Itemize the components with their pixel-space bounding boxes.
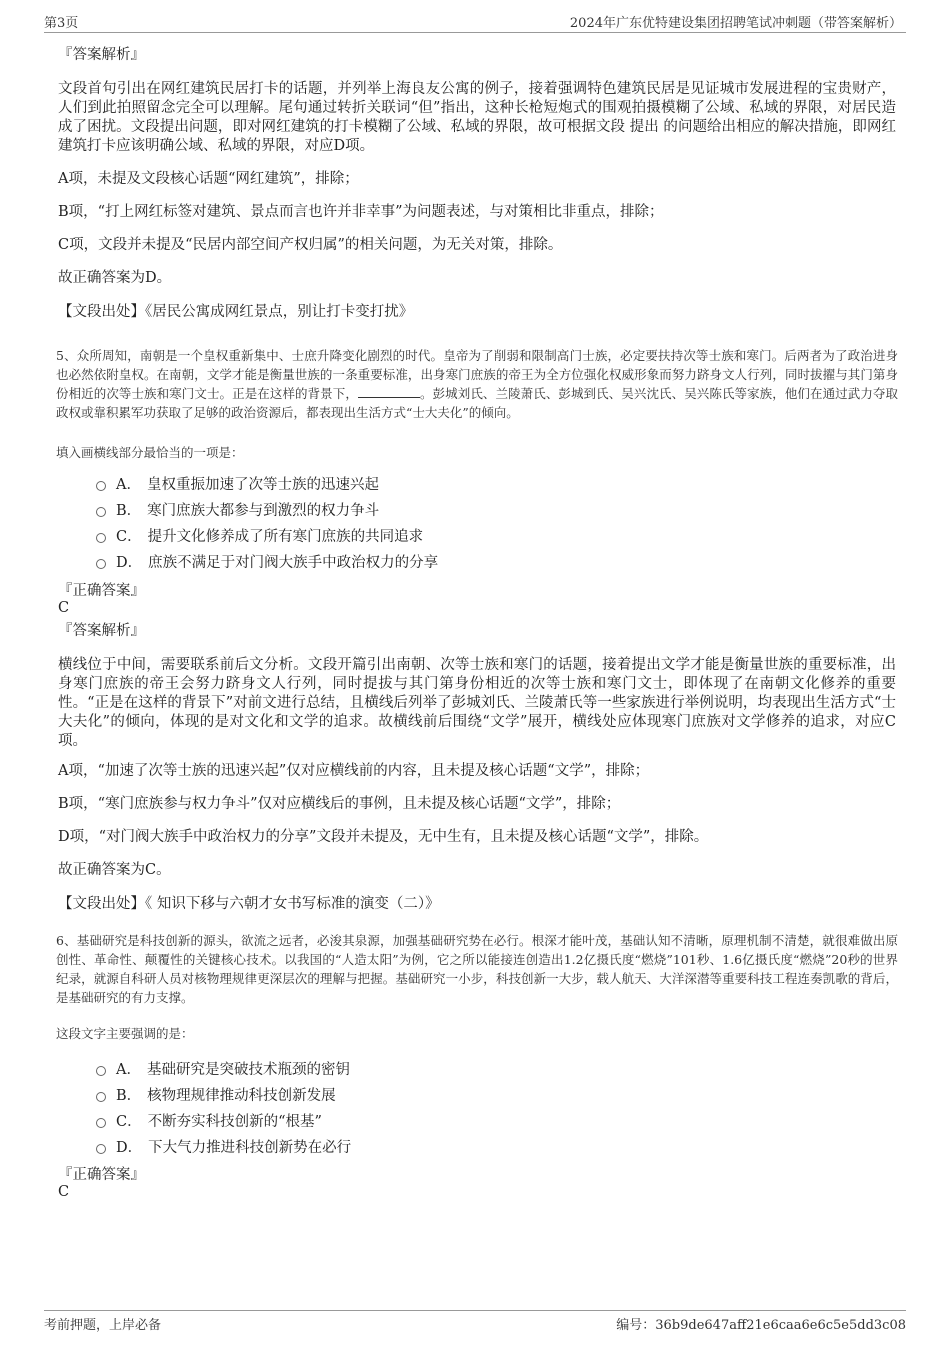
q5-point-a: A项，“加速了次等士族的迅速兴起”仅对应横线前的内容，且未提及核心话题“文学”，排除； — [58, 763, 650, 779]
question-6-text: 6、基础研究是科技创新的源头，欲流之远者，必浚其泉源，加强基础研究势在必行。根深才能叶茂，基础认知不清晰，原理机制不清楚，就很难做出原创性、革命性、颠覆性的关键核心技术。以我国的“人造太阳”为例，它之所以能接连创造出1.2亿摄氏度“燃烧”101秒、1.6亿摄氏度“燃烧”20秒的世界纪录，就源自科研人员对核物理规律更深层次的理解与把握。基础研究一小步，科技创新一大步，载人航天、大洋深潜等重要科技工程连奏凯歌的背后，是基础研究的有力支撑。 — [56, 933, 898, 1005]
question-5-text-part2: 。彭城刘氏、兰陵萧氏、彭城到氏、吴兴沈氏、吴兴陈氏等家族，他们在通过武力夺取政权或靠积累军功获取了足够的政治资源后，都表现出生活方式“士大夫化”的倾向。 — [56, 386, 898, 420]
header-divider — [44, 32, 906, 33]
footer-code: 编号：36b9de647aff21e6caa6e6c5e5dd3c08 — [616, 1318, 906, 1333]
q5-analysis-heading: 『答案解析』 — [58, 623, 145, 639]
q5-answer-heading: 『正确答案』 — [58, 583, 145, 599]
radio-icon[interactable] — [96, 533, 106, 543]
option-6b[interactable] — [96, 1087, 336, 1106]
prev-conclusion: 故正确答案为D。 — [58, 270, 172, 286]
q5-point-d: D项，“对门阀大族手中政治权力的分享”文段并未提及，无中生有，且未提及核心话题“文学”，排除。 — [58, 829, 709, 845]
radio-icon[interactable] — [96, 1144, 106, 1154]
radio-icon[interactable] — [96, 1118, 106, 1128]
radio-icon[interactable] — [96, 559, 106, 569]
radio-icon[interactable] — [96, 481, 106, 491]
option-letter: C． — [116, 529, 142, 545]
radio-icon[interactable] — [96, 1066, 106, 1076]
question-5-prompt: 填入画横线部分最恰当的一项是： — [56, 445, 244, 460]
option-letter: D． — [116, 555, 143, 571]
prev-source: 【文段出处】《居民公寓成网红景点，别让打卡变打扰》 — [58, 304, 414, 320]
page-number: 第3页 — [44, 16, 79, 31]
q5-source: 【文段出处】《 知识下移与六朝才女书写标准的演变（二）》 — [58, 896, 440, 912]
option-letter: B． — [116, 1088, 142, 1104]
prev-point-a: A项，未提及文段核心话题“网红建筑”，排除； — [58, 171, 359, 187]
option-letter: A． — [116, 477, 141, 493]
option-text: 提升文化修养成了所有寒门庶族的共同追求 — [147, 529, 424, 545]
q5-analysis-text: 横线位于中间，需要联系前后文分析。文段开篇引出南朝、次等士族和寒门的话题，接着提出文学才能是衡量世族的重要标准，出身寒门庶族的帝王会努力跻身文人行列，同时提拔与其门第身份相近的次等士族和寒门文士，即体现了在南朝文化修养的重要性。“正是在这样的背景下”对前文进行总结，且横线后列举了彭城刘氏、兰陵萧氏等一些家族进行举例说明，均表现出生活方式“士大夫化”的倾向，体现的是对文化和文学的追求。故横线前后围绕“文学”展开，横线处应体现寒门庶族对文学修养的追求，对应C项。 — [58, 657, 896, 749]
option-5d[interactable] — [96, 554, 438, 573]
option-letter: B． — [116, 503, 142, 519]
prev-point-b: B项，“打上网红标签对建筑、景点而言也许并非幸事”为问题表述，与对策相比非重点，排除； — [58, 204, 664, 220]
prev-point-c: C项，文段并未提及“民居内部空间产权归属”的相关问题，为无关对策，排除。 — [58, 237, 563, 253]
option-text: 下大气力推进科技创新势在必行 — [148, 1140, 352, 1156]
option-5a[interactable] — [96, 476, 379, 495]
option-text: 核物理规律推动科技创新发展 — [147, 1088, 336, 1104]
option-6c[interactable] — [96, 1113, 322, 1132]
q6-answer-heading: 『正确答案』 — [58, 1167, 145, 1183]
prev-analysis-text: 文段首句引出在网红建筑民居打卡的话题，并列举上海良友公寓的例子，接着强调特色建筑民居是见证城市发展进程的宝贵财产，人们到此拍照留念完全可以理解。尾句通过转折关联词“但”指出，这种长枪短炮式的围观拍摄模糊了公域、私域的界限，对居民造成了困扰。文段提出问题，即对网红建筑的打卡模糊了公域、私域的界限，故可根据文段 提出 的问题给出相应的解决措施，即网红建筑打卡应该明确公域、私域的界限，对应D项。 — [58, 81, 896, 154]
option-5c[interactable] — [96, 528, 423, 547]
option-letter: A． — [116, 1062, 141, 1078]
question-5-text-part1: 5、众所周知，南朝是一个皇权重新集中、士庶升降变化剧烈的时代。皇帝为了削弱和限制高门士族，必定要扶持次等士族和寒门。后两者为了政治进身也必然依附皇权。在南朝，文学才能是衡量世族的一条重要标准，出身寒门庶族的帝王为全方位强化权威形象而努力跻身文人行列，同时拔擢与其门第身份相近的次等士族和寒门文士。正是在这样的背景下， — [56, 348, 898, 401]
prev-analysis-heading: 『答案解析』 — [58, 47, 145, 63]
document-title: 2024年广东优特建设集团招聘笔试冲刺题（带答案解析） — [569, 16, 902, 31]
question-6-prompt: 这段文字主要强调的是： — [56, 1026, 194, 1041]
option-6a[interactable] — [96, 1061, 350, 1080]
footer-slogan: 考前押题，上岸必备 — [44, 1318, 162, 1333]
option-text: 寒门庶族大都参与到激烈的权力争斗 — [147, 503, 380, 519]
fill-blank — [358, 385, 420, 398]
option-text: 不断夯实科技创新的“根基” — [147, 1114, 322, 1130]
question-5-text — [56, 346, 898, 422]
option-text: 庶族不满足于对门阀大族手中政治权力的分享 — [148, 555, 439, 571]
radio-icon[interactable] — [96, 1092, 106, 1102]
q5-point-b: B项，“寒门庶族参与权力争斗”仅对应横线后的事例，且未提及核心话题“文学”，排除； — [58, 796, 621, 812]
q6-answer: C — [58, 1184, 70, 1200]
q5-conclusion: 故正确答案为C。 — [58, 862, 171, 878]
radio-icon[interactable] — [96, 507, 106, 517]
option-6d[interactable] — [96, 1139, 351, 1158]
option-letter: C． — [116, 1114, 142, 1130]
option-text: 基础研究是突破技术瓶颈的密钥 — [146, 1062, 350, 1078]
option-5b[interactable] — [96, 502, 379, 521]
option-letter: D． — [116, 1140, 143, 1156]
option-text: 皇权重振加速了次等士族的迅速兴起 — [146, 477, 379, 493]
footer-divider — [44, 1310, 906, 1311]
q5-answer: C — [58, 600, 70, 616]
